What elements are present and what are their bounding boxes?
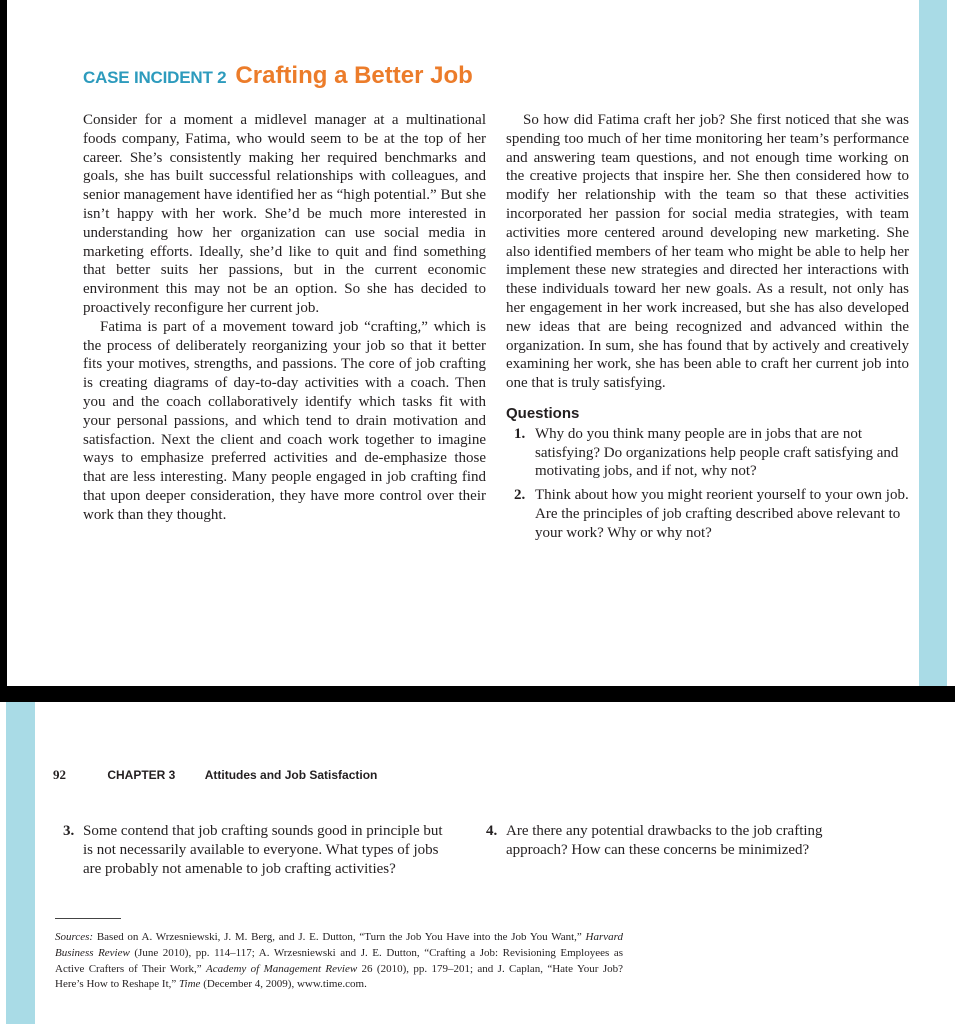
sources-text: 26 (2010), pp. 179–201; and J. Caplan, “Hate Your Job? Here’s How to Reshape It,” xyxy=(55,962,623,991)
page-bottom xyxy=(0,702,955,1024)
case-label: CASE INCIDENT 2 xyxy=(83,68,227,87)
body-paragraph: Consider for a moment a midlevel manager at a multinational foods company, Fatima, who would seem to be at the top of her career. She’s consistently making her required benchmarks and goals, she has built successful relationships with colleagues, and senior management have identified her as “high potential.” But she isn’t happy with her work. She’d be much more interested in understanding how her organization can use social media in marketing efforts. Ideally, she’d like to quit and find something that better suits her passions, but in the current economic environment this may not be an option. So she has decided to proactively reconfigure her current job. xyxy=(83,112,486,316)
page-number: 92 xyxy=(53,767,66,782)
case-title: Crafting a Better Job xyxy=(235,62,473,89)
running-head xyxy=(53,767,377,783)
body-column-right xyxy=(506,111,909,548)
journal-name: Time xyxy=(179,978,201,991)
footnote-divider xyxy=(55,918,121,919)
chapter-title: Attitudes and Job Satisfaction xyxy=(204,768,378,782)
question-number: 4. xyxy=(486,823,498,839)
question-item xyxy=(506,425,909,481)
question-number: 3. xyxy=(63,823,75,839)
sources-note xyxy=(55,930,623,993)
sources-text: Based on A. Wrzesniewski, J. M. Berg, and J. E. Dutton, “Turn the Job You Have into the Job You Want,” xyxy=(93,931,586,943)
question-item xyxy=(506,486,909,542)
body-paragraph: So how did Fatima craft her job? She first noticed that she was spending too much of her time monitoring her team’s performance and answering team questions, and not enough time working on the creative projects that inspire her. She then considered how to modify her relationship with the team so that these activities incorporated her passion for social media strategies, with team activities more centered around developing new marketing. She also identified members of her team who might be able to help her implement these new strategies and directed her interactions with these individuals toward her new goals. As a result, not only has her engagement in her work increased, but she has also developed new ideas that are being recognized and advanced within the organization. In sum, she has found that by actively and creatively examining her work, she has been able to craft her current job into one that is truly satisfying. xyxy=(506,112,909,392)
body-paragraph: Fatima is part of a movement toward job “crafting,” which is the process of deliberately reorganizing your job so that it better fits your motives, strengths, and passions. The core of job crafting is creating diagrams of day-to-day activities with a coach. Then you and the coach collaboratively identify which tasks fit with your personal passions, and which tend to drain motivation and satisfaction. Next the client and coach work together to imagine ways to emphasize preferred activities and de-emphasize those that are less interesting. Many people engaged in job crafting find that upon deeper consideration, they have more control over their work than they thought. xyxy=(83,318,486,523)
question-item xyxy=(55,822,455,878)
question-number: 2. xyxy=(514,487,526,504)
sources-label: Sources: xyxy=(55,931,94,943)
questions-heading: Questions xyxy=(506,404,580,422)
page-top xyxy=(7,0,955,686)
question-number: 1. xyxy=(514,425,526,442)
margin-color-band xyxy=(919,0,947,686)
journal-name: Harvard Business Review xyxy=(55,931,623,959)
question-text: Some contend that job crafting sounds good in principle but is not necessarily available to everyone. What types of jobs are probably not amenable to job crafting activities? xyxy=(83,823,443,877)
question-text: Think about how you might reorient yourself to your own job. Are the principles of job crafting described above relevant to your work? Why or why not? xyxy=(535,487,909,541)
body-column-left xyxy=(83,111,486,525)
case-heading xyxy=(83,62,473,90)
question-text: Why do you think many people are in jobs that are not satisfying? Do organizations help people craft satisfying and motivating jobs, and if not, why not? xyxy=(535,425,899,480)
margin-color-band xyxy=(6,702,35,1024)
question-text: Are there any potential drawbacks to the job crafting approach? How can these concerns be minimized? xyxy=(506,823,823,858)
question-item xyxy=(478,822,858,860)
sources-text: (December 4, 2009), www.time.com. xyxy=(200,978,367,991)
chapter-label: CHAPTER 3 xyxy=(107,768,176,782)
journal-name: Academy of Management Review xyxy=(206,962,358,975)
sources-text: (June 2010), pp. 114–117; A. Wrzesniewski and J. E. Dutton, “Crafting a Job: Revisioning Employees as Active Crafters of Their Work,” xyxy=(55,946,623,975)
questions-list xyxy=(506,425,909,543)
